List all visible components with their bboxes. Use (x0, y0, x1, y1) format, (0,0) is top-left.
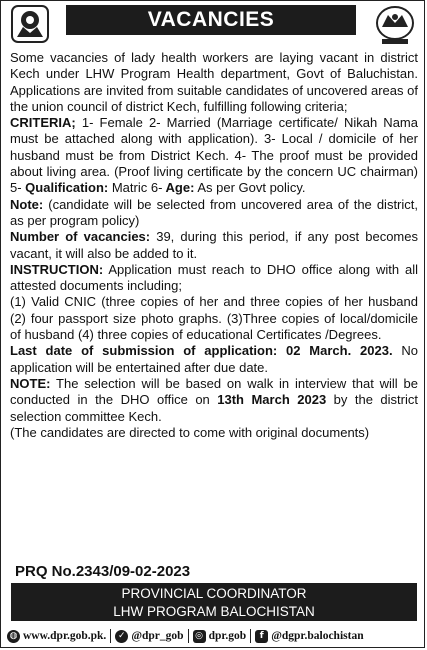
intro-paragraph: Some vacancies of lady health workers are laying vacant in district Kech under LHW Program Health department, Govt of Baluchistan. Applications are invited from suitable candidates of uncovered areas of the union council of district Kech, fulfilling following criteria; (10, 50, 418, 114)
coordinator-line1: PROVINCIAL COORDINATOR (121, 586, 307, 601)
qualification-label: Qualification: (21, 180, 109, 196)
instagram-icon: ◎ (193, 630, 206, 643)
footer (1, 625, 426, 647)
twitter-icon: ✓ (115, 630, 128, 643)
facebook-icon: f (255, 630, 268, 643)
note2-label: NOTE: (10, 375, 51, 391)
footer-facebook[interactable] (255, 630, 363, 643)
vacancies-paragraph (10, 229, 418, 262)
coordinator-line2: LHW PROGRAM BALOCHISTAN (113, 604, 315, 619)
note2-paragraph (10, 376, 418, 425)
qualification-text: Matric 6- (108, 180, 163, 196)
criteria-text: 1- Female 2- Married (Marriage certificate/ Nikah Nama must be attached along with application). 3- Local / domicile of her husband must be from District Kech. 4- The proof must be provided about living area. (Proof living certificate by the concern UC chairman) 5- (10, 115, 418, 196)
prq-number: PRQ No.2343/09-02-2023 (15, 563, 191, 580)
globe-icon: ◍ (7, 630, 20, 643)
government-logo-right (372, 3, 418, 47)
coordinator-banner (11, 583, 417, 621)
vacancies-label: Number of vacancies: (10, 229, 151, 245)
note-label: Note: (10, 196, 44, 212)
vacancies-text: 39, during this period, if any post becomes vacant, it will also be added to it. (10, 229, 418, 261)
note-paragraph (10, 197, 418, 230)
note-text: (candidate will be selected from uncovered area of the district, as per program policy) (10, 196, 418, 228)
divider (110, 629, 111, 643)
last-date-paragraph (10, 343, 418, 376)
age-text: As per Govt policy. (194, 180, 306, 196)
closing-paragraph: (The candidates are directed to come with original documents) (10, 424, 370, 440)
divider (188, 629, 189, 643)
instruction-text: Application must reach to DHO office along with all attested documents including; (10, 261, 418, 294)
instruction-label: INSTRUCTION: (10, 261, 104, 277)
facebook-handle[interactable]: @dgpr.balochistan (271, 630, 364, 642)
documents-paragraph: (1) Valid CNIC (three copies of her and three copies of her husband (2) four passport size photo graphs. (3)Three copies of local/domicile of husband (4) three copies of educational Certificates /Degrees. (10, 294, 418, 343)
twitter-handle[interactable]: @dpr_gob (131, 630, 184, 642)
header (1, 1, 424, 51)
note2-text-1: The selection will be based on walk in interview that will be conducted in the DHO office on (10, 375, 418, 408)
advertisement-body (10, 50, 418, 441)
footer-instagram[interactable] (193, 630, 247, 643)
instruction-paragraph (10, 262, 418, 295)
government-logo-left (9, 3, 51, 45)
footer-twitter[interactable] (115, 630, 183, 643)
instagram-handle[interactable]: dpr.gob (208, 630, 247, 642)
age-label: Age: (162, 180, 195, 196)
criteria-paragraph (10, 115, 418, 196)
website-link[interactable]: www.dpr.gob.pk. (23, 630, 107, 642)
last-date-text: No application will be entertained after due date. (10, 343, 418, 375)
page-title: VACANCIES (66, 5, 356, 35)
last-date-label: Last date of submission of application: 02 March. 2023. (10, 343, 393, 359)
note2-text-2: by the district selection committee Kech. (10, 392, 418, 424)
footer-website[interactable] (7, 630, 106, 643)
interview-date: 13th March 2023 (217, 392, 327, 408)
criteria-label: CRITERIA; (10, 115, 76, 131)
divider (250, 629, 251, 643)
